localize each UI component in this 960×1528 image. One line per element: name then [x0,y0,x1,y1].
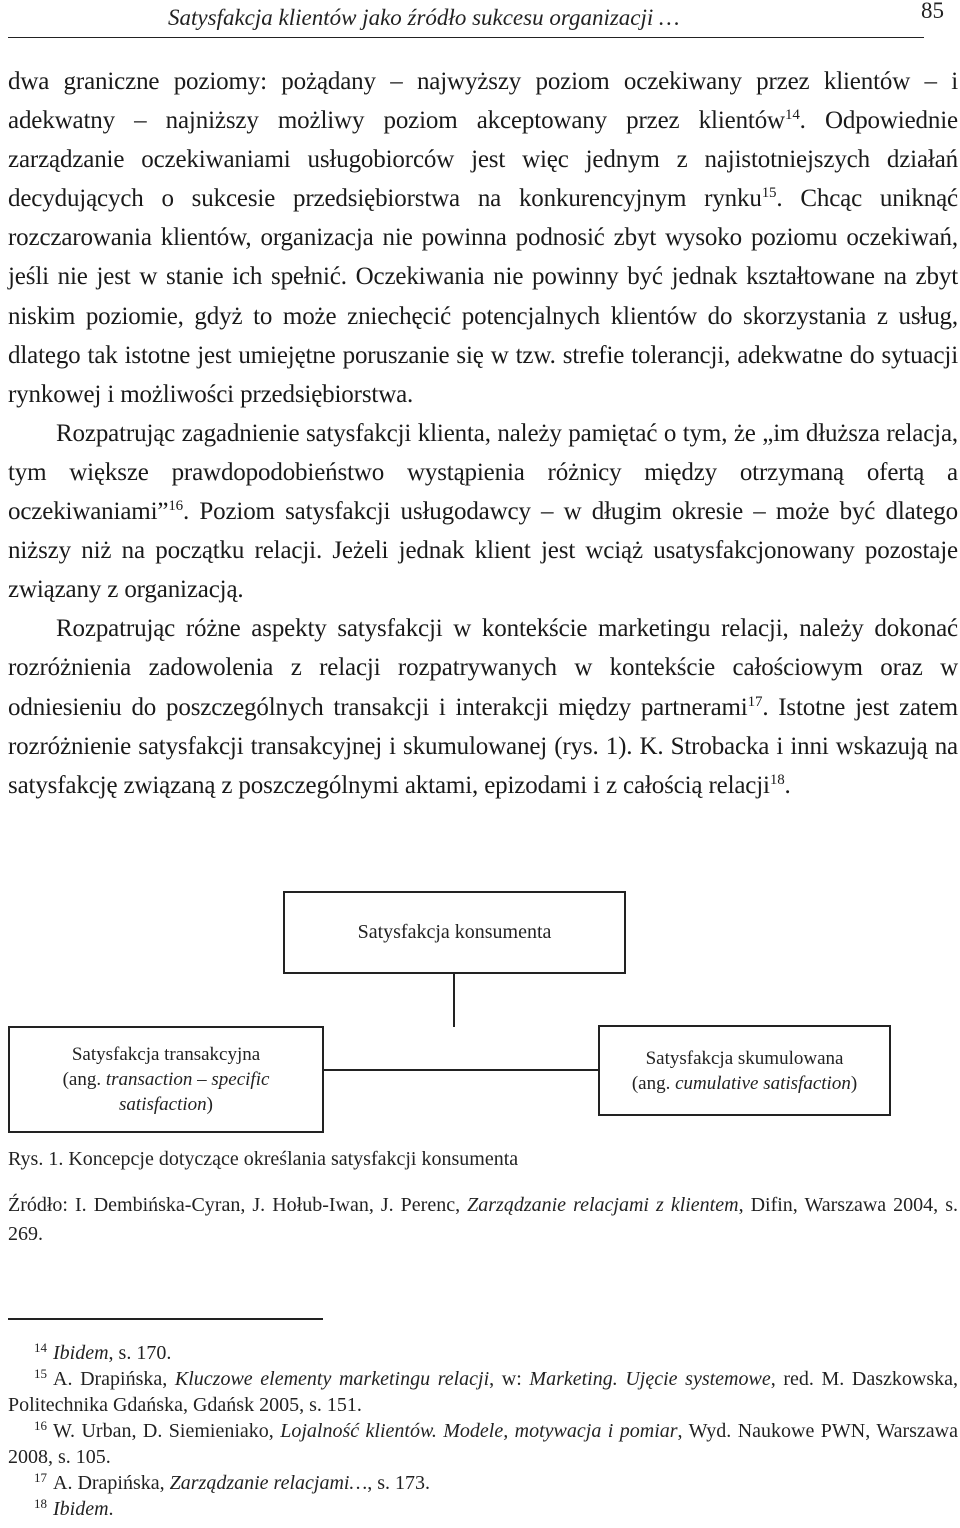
box-consumer-satisfaction [283,891,626,974]
text-run: , s. 170. [108,1342,172,1364]
body-text [8,62,958,805]
figure-caption: Rys. 1. Koncepcje dotyczące określania satysfakcji konsumenta [8,1148,519,1170]
footnote-divider [8,1318,323,1320]
text-run: cumulative satisfaction [675,1072,851,1094]
text-run: Zarządzanie relacjami… [169,1472,368,1494]
footnotes [8,1340,958,1522]
footnote-number: 17 [34,1470,47,1485]
paragraph-3 [8,609,958,804]
text-run: Lojalność klientów. Modele, motywacja i pomiar [280,1420,678,1442]
connector-line [324,1069,599,1071]
box-transaction-satisfaction [8,1026,324,1133]
text-run: Marketing. Ujęcie systemowe [529,1368,771,1390]
footnote-14 [8,1340,958,1366]
text-run: , Difin, Warszawa 2004, s. 269. [8,1194,958,1245]
text-run: Rozpatrując zagadnienie satysfakcji klienta, należy pamiętać o tym, że „im dłuższa relacja, tym większe prawdopodobieństwo wystąpienia różnicy między otrzymaną ofertą a oczekiwaniami” [8,419,958,526]
text-run: Źródło: I. Dembińska-Cyran, J. Hołub-Iwan, J. Perenc, [8,1194,468,1216]
running-title: Satysfakcja klientów jako źródło sukcesu organizacji … [168,5,680,30]
footnote-18 [8,1496,958,1522]
text-run: dwa graniczne poziomy: pożądany – najwyższy poziom oczekiwany przez klientów – i adekwatny – najniższy możliwy poziom akceptowany przez klientów [8,68,958,135]
text-run: ) [850,1072,858,1094]
text-run: . [784,771,791,799]
text-run: , w: [489,1368,530,1390]
box-cumulative-satisfaction [598,1025,891,1116]
footnote-15 [8,1366,958,1418]
text-run: Ibidem [53,1342,109,1364]
text-run: , red. M. Daszkowska, Politechnika Gdańska, Gdańsk 2005, s. 151. [8,1368,958,1416]
text-run: Kluczowe elementy marketingu relacji [174,1368,490,1390]
text-run: transaction – specific [105,1069,270,1090]
text-run: (ang. [631,1072,676,1094]
text-run: . [108,1498,114,1520]
text-run: A. Drapińska, [53,1472,170,1494]
paragraph-1 [8,62,958,414]
source-title: Zarządzanie relacjami z klientem [467,1194,739,1216]
footnote-ref-15[interactable]: 15 [761,185,777,202]
footnote-ref-18[interactable]: 18 [769,771,785,788]
text-run: , s. 173. [367,1472,431,1494]
text-run: . Chcąc uniknąć rozczarowania klientów, organizacja nie powinna podnosić zbyt wysoko poziomu oczekiwań, jeśli nie jest w stanie ich spełnić. Oczekiwania nie powinny być jednak kształtowane na zbyt niskim poziomie, gdyż to może zniechęcić potencjalnych klientów do skorzystania z usług, dlatego tak istotne jest umiejętne poruszanie się w tzw. strefie tolerancji, adekwatne do sytuacji rynkowej i możliwości przedsiębiorstwa. [8,185,958,408]
footnote-ref-17[interactable]: 17 [747,693,763,710]
box-label: Satysfakcja transakcyjna [71,1044,261,1065]
text-run: . Istotne jest zatem rozróżnienie satysfakcji transakcyjnej i skumulowanej (rys. 1). K. Strobacka i inni wskazują na satysfakcję związaną z poszczególnymi aktami, epizodami i z całością relacji [8,693,958,799]
footnote-number: 16 [34,1418,47,1433]
text-run: Rozpatrując różne aspekty satysfakcji w kontekście marketingu relacji, należy dokonać rozróżnienia zadowolenia z relacji rozpatrywanych w kontekście całościowym oraz w odniesieniu do poszczególnych transakcji i interakcji między partnerami [8,615,958,721]
text-run: Ibidem [53,1498,109,1520]
footnote-16 [8,1418,958,1470]
box-label [632,1071,857,1096]
text-run: A. Drapińska, [53,1368,175,1390]
running-header [8,0,944,38]
page-number: 85 [921,0,944,23]
figure-source [8,1191,958,1249]
text-run: ) [206,1094,213,1115]
box-label [63,1067,270,1092]
footnote-ref-16[interactable]: 16 [168,498,184,515]
footnote-number: 15 [34,1366,47,1381]
text-run: . Poziom satysfakcji usługodawcy – w długim okresie – może być dlatego niższy niż na początku relacji. Jeżeli jednak klient jest wciąż usatysfakcjonowany pozostaje związany z organizacją. [8,498,958,604]
connector-line [453,974,455,1027]
text-run: . Odpowiednie zarządzanie oczekiwaniami usługobiorców jest więc jednym z najistotniejszych działań decydujących o sukcesie przedsiębiorstwa na konkurencyjnym rynku [8,107,958,213]
box-label: Satysfakcja konsumenta [357,921,552,943]
text-run: W. Urban, D. Siemieniako, [53,1420,281,1442]
paragraph-2 [8,414,958,609]
footnote-ref-14[interactable]: 14 [784,107,800,124]
box-label: Satysfakcja skumulowana [645,1047,844,1069]
text-run: satisfaction [119,1094,207,1115]
footnote-number: 18 [34,1496,47,1511]
box-label [119,1092,213,1117]
text-run: , Wyd. Naukowe PWN, Warszawa 2008, s. 105. [8,1420,958,1468]
text-run: (ang. [62,1069,106,1090]
footnote-number: 14 [34,1340,47,1355]
footnote-17 [8,1470,958,1496]
figure-diagram [0,880,960,1150]
